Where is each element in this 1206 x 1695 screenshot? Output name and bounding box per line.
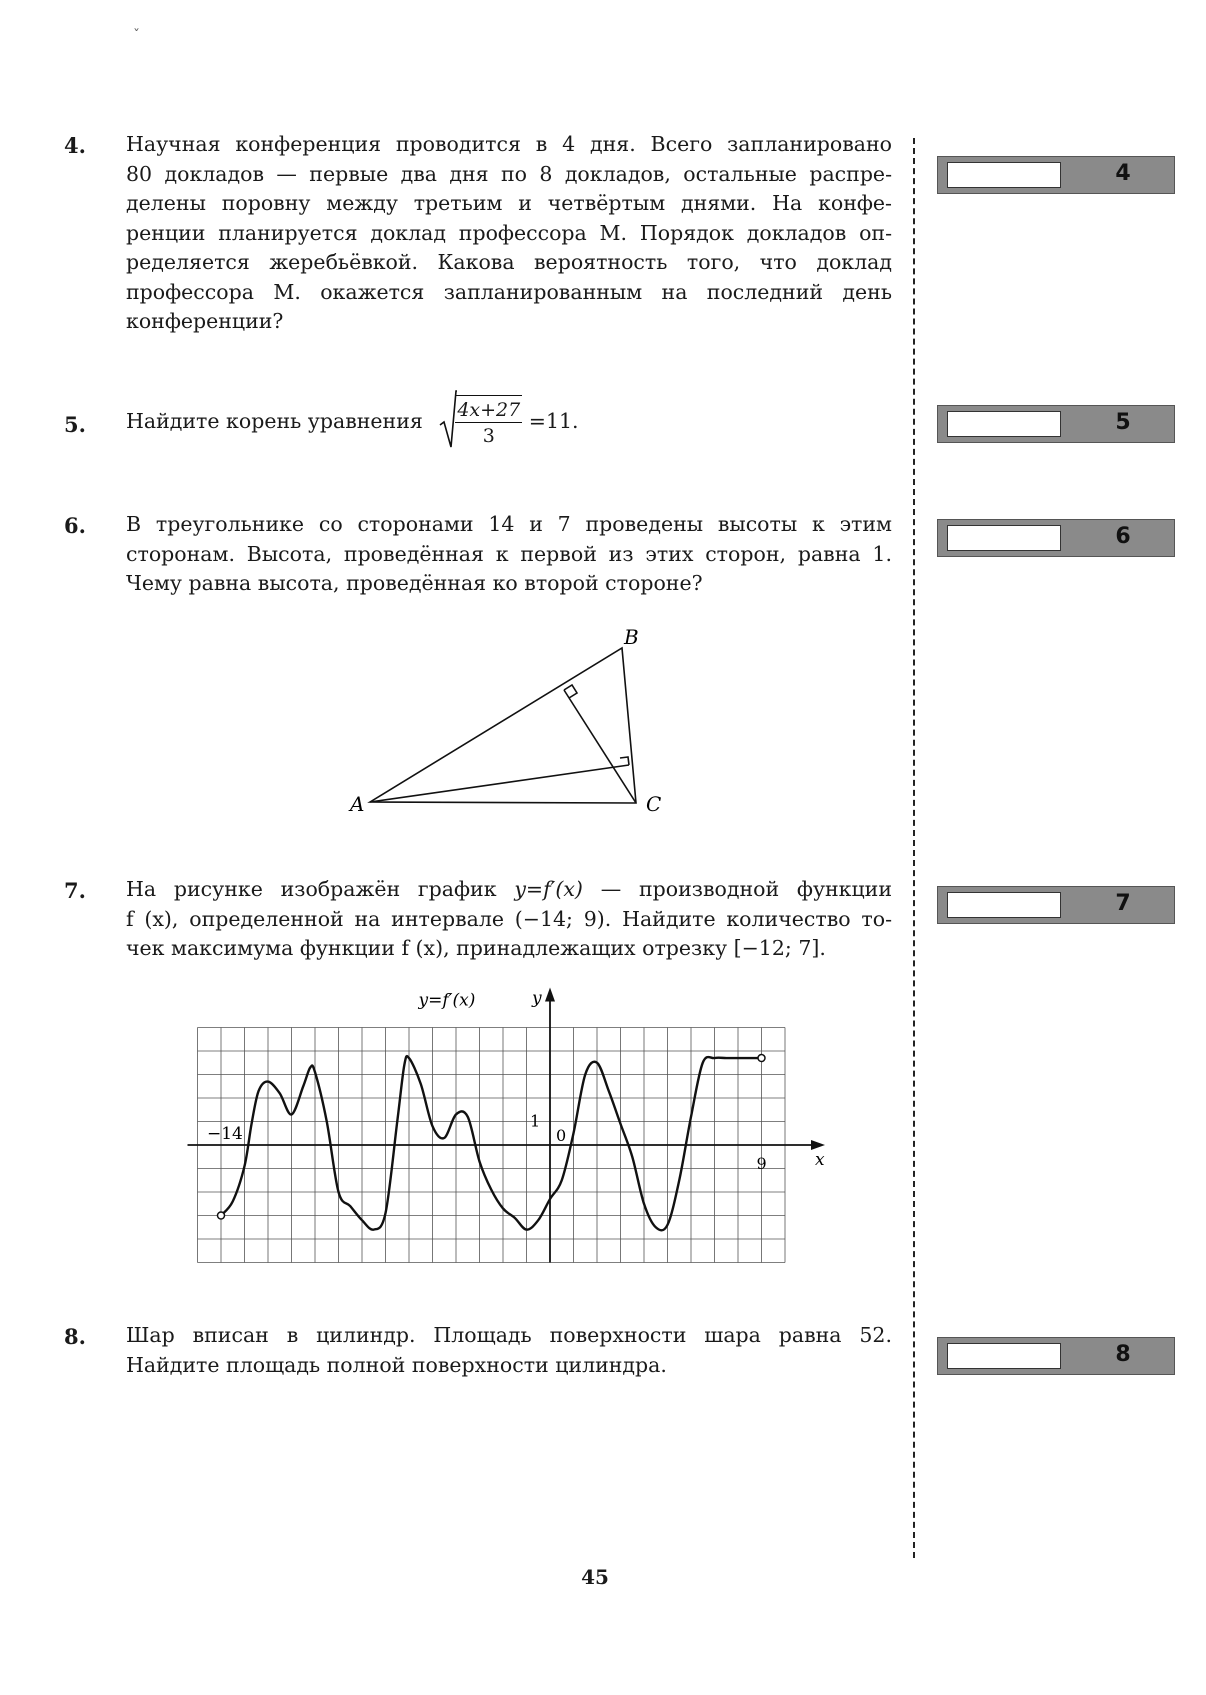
vertex-b-label: B: [624, 625, 639, 649]
answer-field-8[interactable]: [947, 1343, 1061, 1369]
problem-7-line-1-end: — производной функции: [600, 877, 892, 901]
problem-7-line-2: f (x), определенной на интервале (−14; 9). Найдите количество то-: [126, 906, 892, 931]
problem-4-number: 4.: [64, 133, 86, 158]
problem-4-line: профессора М. окажется запланированным на последний день: [126, 279, 892, 304]
tick-label-origin: 0: [556, 1126, 567, 1145]
answer-box-8: [937, 1337, 1175, 1375]
tick-label-y-unit: 1: [530, 1111, 541, 1131]
answer-field-5[interactable]: [947, 411, 1061, 437]
altitude-from-a: [370, 765, 629, 802]
problem-6-text: [126, 510, 892, 599]
problem-6-line: сторонам. Высота, проведённая к первой из этих сторон, равна 1.: [126, 541, 892, 566]
answer-box-5: [937, 405, 1175, 443]
answer-field-6[interactable]: [947, 525, 1061, 551]
right-angle-mark-2: [620, 757, 629, 765]
problem-5-number: 5.: [64, 412, 86, 437]
equation-radical: [439, 395, 522, 449]
x-axis-label: x: [815, 1150, 825, 1170]
y-axis-arrow-icon: [545, 988, 555, 1002]
answer-box-label: 4: [1115, 161, 1131, 186]
equation-right-side: =11.: [528, 409, 579, 434]
triangle-figure: [340, 622, 662, 816]
answer-field-4[interactable]: [947, 162, 1061, 188]
problem-4-line: 80 докладов — первые два дня по 8 докладов, остальные распре-: [126, 161, 892, 186]
vertex-a-label: A: [350, 792, 365, 816]
right-angle-mark-1: [564, 685, 577, 698]
problem-4-line: Научная конференция проводится в 4 дня. Всего запланировано: [126, 132, 892, 156]
problem-8-number: 8.: [64, 1324, 86, 1349]
equation-fraction: [455, 395, 522, 449]
answer-box-7: [937, 886, 1175, 924]
problem-8-line: Шар вписан в цилиндр. Площадь поверхности шара равна 52.: [126, 1323, 892, 1347]
curve-end-point: [758, 1055, 765, 1062]
altitude-from-c: [564, 690, 636, 803]
x-axis-arrow-icon: [811, 1140, 825, 1150]
equation-denominator: 3: [482, 425, 495, 447]
problem-5-prefix: Найдите корень уравнения: [126, 409, 423, 434]
problem-7-text: [126, 875, 892, 964]
tick-label-x-max: 9: [756, 1154, 767, 1173]
problem-6-line: В треугольнике со сторонами 14 и 7 проведены высоты к этим: [126, 512, 892, 536]
problem-7-line-1: [126, 875, 892, 905]
problem-4-line: конференции?: [126, 309, 284, 333]
problem-4-line: ренции планируется доклад профессора М. Порядок докладов оп-: [126, 220, 892, 245]
problem-7-number: 7.: [64, 878, 86, 903]
answer-box-label: 6: [1115, 524, 1131, 549]
problem-7-formula: y=f′(x): [514, 877, 583, 901]
problem-7-line-1-start: На рисунке изображён график: [126, 877, 497, 901]
dashed-cut-line: [913, 138, 915, 1558]
answer-box-label: 5: [1115, 410, 1131, 435]
problem-6-line: Чему равна высота, проведённая ко второй стороне?: [126, 571, 703, 595]
answer-box-label: 7: [1115, 891, 1131, 916]
problem-8-line: Найдите площадь полной поверхности цилиндра.: [126, 1352, 667, 1377]
answer-field-7[interactable]: [947, 892, 1061, 918]
problem-4-line: ределяется жеребьёвкой. Какова вероятность того, что доклад: [126, 250, 892, 274]
problem-8-text: [126, 1321, 892, 1380]
vertex-c-label: C: [646, 792, 662, 816]
problem-5-text: [126, 395, 892, 449]
derivative-curve: [221, 1056, 762, 1230]
problem-4-line: делены поровну между третьим и четвёртым днями. На конфе-: [126, 191, 892, 215]
tick-label-x-min: −14: [207, 1124, 243, 1144]
equation-numerator: 4x+27: [457, 399, 521, 421]
answer-box-6: [937, 519, 1175, 557]
problem-7-line-3: чек максимума функции f (x), принадлежащих отрезку [−12; 7].: [126, 936, 826, 960]
problem-4-text: [126, 130, 892, 337]
problem-6-number: 6.: [64, 513, 86, 538]
corner-mark: ˇ: [133, 28, 140, 44]
chart-title: y=f′(x): [418, 990, 476, 1011]
curve-start-point: [218, 1212, 225, 1219]
sqrt-sign-icon: [439, 389, 457, 451]
derivative-graph: [200, 988, 825, 1275]
answer-box-label: 8: [1115, 1342, 1131, 1367]
page-number: 45: [581, 1565, 609, 1589]
answer-box-4: [937, 156, 1175, 194]
y-axis-label: y: [532, 988, 542, 1009]
triangle-abc: [370, 648, 636, 803]
